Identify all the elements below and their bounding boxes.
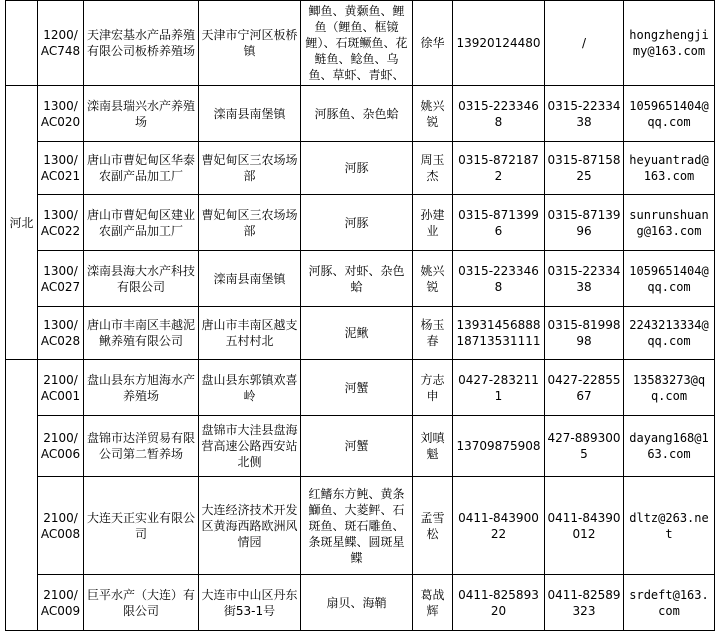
contact-cell: 方志申 (413, 360, 453, 416)
phone-cell: 13931456888 18713531111 (453, 307, 545, 360)
species-cell: 河豚 (301, 195, 413, 251)
email-cell: 1059651404@qq.com (624, 251, 715, 307)
phone-cell: 0315-8713996 (453, 195, 545, 251)
fax-cell: 0427-2285567 (545, 360, 624, 416)
code-cell: 1300/ AC022 (38, 195, 84, 251)
phone-cell: 0427-2832111 (453, 360, 545, 416)
code-cell: 1300/ AC028 (38, 307, 84, 360)
species-cell: 河蟹 (301, 360, 413, 416)
contact-cell: 周玉杰 (413, 142, 453, 195)
company-cell: 唐山市曹妃甸区建业农副产品加工厂 (84, 195, 199, 251)
contact-cell: 刘嗔魁 (413, 416, 453, 477)
email-cell: sunrunshuang@163.com (624, 195, 715, 251)
table-row (6, 360, 715, 416)
fax-cell: 0315-8715825 (545, 142, 624, 195)
address-cell: 大连市中山区丹东街53-1号 (199, 575, 301, 631)
fax-cell: 0315-8713996 (545, 195, 624, 251)
province-cell (6, 360, 38, 631)
species-cell: 泥鳅 (301, 307, 413, 360)
address-cell: 盘山县东郭镇欢喜岭 (199, 360, 301, 416)
address-cell: 唐山市丰南区越支五村村北 (199, 307, 301, 360)
phone-cell: 13709875908 (453, 416, 545, 477)
table-row (6, 575, 715, 631)
table-row (6, 416, 715, 477)
fax-cell: 0315-8199898 (545, 307, 624, 360)
phone-cell: 0411-84390022 (453, 477, 545, 575)
table-row (6, 251, 715, 307)
company-cell: 天津宏基水产品养殖有限公司板桥养殖场 (84, 1, 199, 86)
address-cell: 天津市宁河区板桥镇 (199, 1, 301, 86)
contact-cell: 葛战辉 (413, 575, 453, 631)
address-cell: 曹妃甸区三农场场部 (199, 195, 301, 251)
code-cell: 2100/ AC009 (38, 575, 84, 631)
species-cell: 河豚鱼、杂色蛤 (301, 86, 413, 142)
company-table (5, 0, 715, 631)
contact-cell: 姚兴锐 (413, 251, 453, 307)
company-cell: 唐山市丰南区丰越泥鳅养殖有限公司 (84, 307, 199, 360)
species-cell: 河豚 (301, 142, 413, 195)
species-cell: 扇贝、海鞘 (301, 575, 413, 631)
table-row (6, 307, 715, 360)
email-cell: 1059651404@qq.com (624, 86, 715, 142)
species-cell: 鲫鱼、黄颡鱼、鲤鱼（鲤鱼、框镜鲤）、石斑鳜鱼、花鲢鱼、鲶鱼、乌鱼、草虾、青虾、 (301, 1, 413, 86)
province-cell (6, 1, 38, 86)
contact-cell: 孙建业 (413, 195, 453, 251)
phone-cell: 0315-2233468 (453, 86, 545, 142)
email-cell: srdeft@163.com (624, 575, 715, 631)
species-cell: 河蟹 (301, 416, 413, 477)
contact-cell: 徐华 (413, 1, 453, 86)
table-row (6, 1, 715, 86)
address-cell: 滦南县南堡镇 (199, 86, 301, 142)
species-cell: 红鳍东方鲀、黄条鰤鱼、大菱鲆、石斑鱼、斑石雕鱼、条斑星鲽、圆斑星鲽 (301, 477, 413, 575)
table-row (6, 142, 715, 195)
code-cell: 2100/ AC001 (38, 360, 84, 416)
code-cell: 1200/ AC748 (38, 1, 84, 86)
company-cell: 滦南县瑞兴水产养殖场 (84, 86, 199, 142)
table-row (6, 477, 715, 575)
contact-cell: 孟雪松 (413, 477, 453, 575)
address-cell: 滦南县南堡镇 (199, 251, 301, 307)
company-cell: 大连天正实业有限公司 (84, 477, 199, 575)
phone-cell: 13920124480 (453, 1, 545, 86)
code-cell: 1300/ AC020 (38, 86, 84, 142)
email-cell: hongzhengjimy@163.com (624, 1, 715, 86)
table-row (6, 195, 715, 251)
email-cell: heyuantrad@163.com (624, 142, 715, 195)
province-cell: 河北 (6, 86, 38, 360)
fax-cell: / (545, 1, 624, 86)
company-cell: 盘山县东方旭海水产养殖场 (84, 360, 199, 416)
phone-cell: 0315-8721872 (453, 142, 545, 195)
code-cell: 1300/ AC027 (38, 251, 84, 307)
fax-cell: 427-8893005 (545, 416, 624, 477)
code-cell: 2100/ AC008 (38, 477, 84, 575)
phone-cell: 0315-2233468 (453, 251, 545, 307)
fax-cell: 0411-82589323 (545, 575, 624, 631)
fax-cell: 0315-2233438 (545, 251, 624, 307)
code-cell: 2100/ AC006 (38, 416, 84, 477)
company-cell: 盘锦市达洋贸易有限公司第二暂养场 (84, 416, 199, 477)
fax-cell: 0411-84390012 (545, 477, 624, 575)
contact-cell: 杨玉春 (413, 307, 453, 360)
email-cell: dltz@263.net (624, 477, 715, 575)
address-cell: 大连经济技术开发区黄海西路欧洲风情园 (199, 477, 301, 575)
address-cell: 曹妃甸区三农场场部 (199, 142, 301, 195)
email-cell: 13583273@qq.com (624, 360, 715, 416)
company-cell: 唐山市曹妃甸区华泰农副产品加工厂 (84, 142, 199, 195)
table-row (6, 86, 715, 142)
company-cell: 滦南县海大水产科技有限公司 (84, 251, 199, 307)
email-cell: dayang168@163.com (624, 416, 715, 477)
contact-cell: 姚兴锐 (413, 86, 453, 142)
species-cell: 河豚、对虾、杂色蛤 (301, 251, 413, 307)
phone-cell: 0411-82589320 (453, 575, 545, 631)
code-cell: 1300/ AC021 (38, 142, 84, 195)
email-cell: 2243213334@qq.com (624, 307, 715, 360)
fax-cell: 0315-2233438 (545, 86, 624, 142)
company-cell: 巨平水产（大连）有限公司 (84, 575, 199, 631)
address-cell: 盘锦市大洼县盘海营高速公路西安站北侧 (199, 416, 301, 477)
